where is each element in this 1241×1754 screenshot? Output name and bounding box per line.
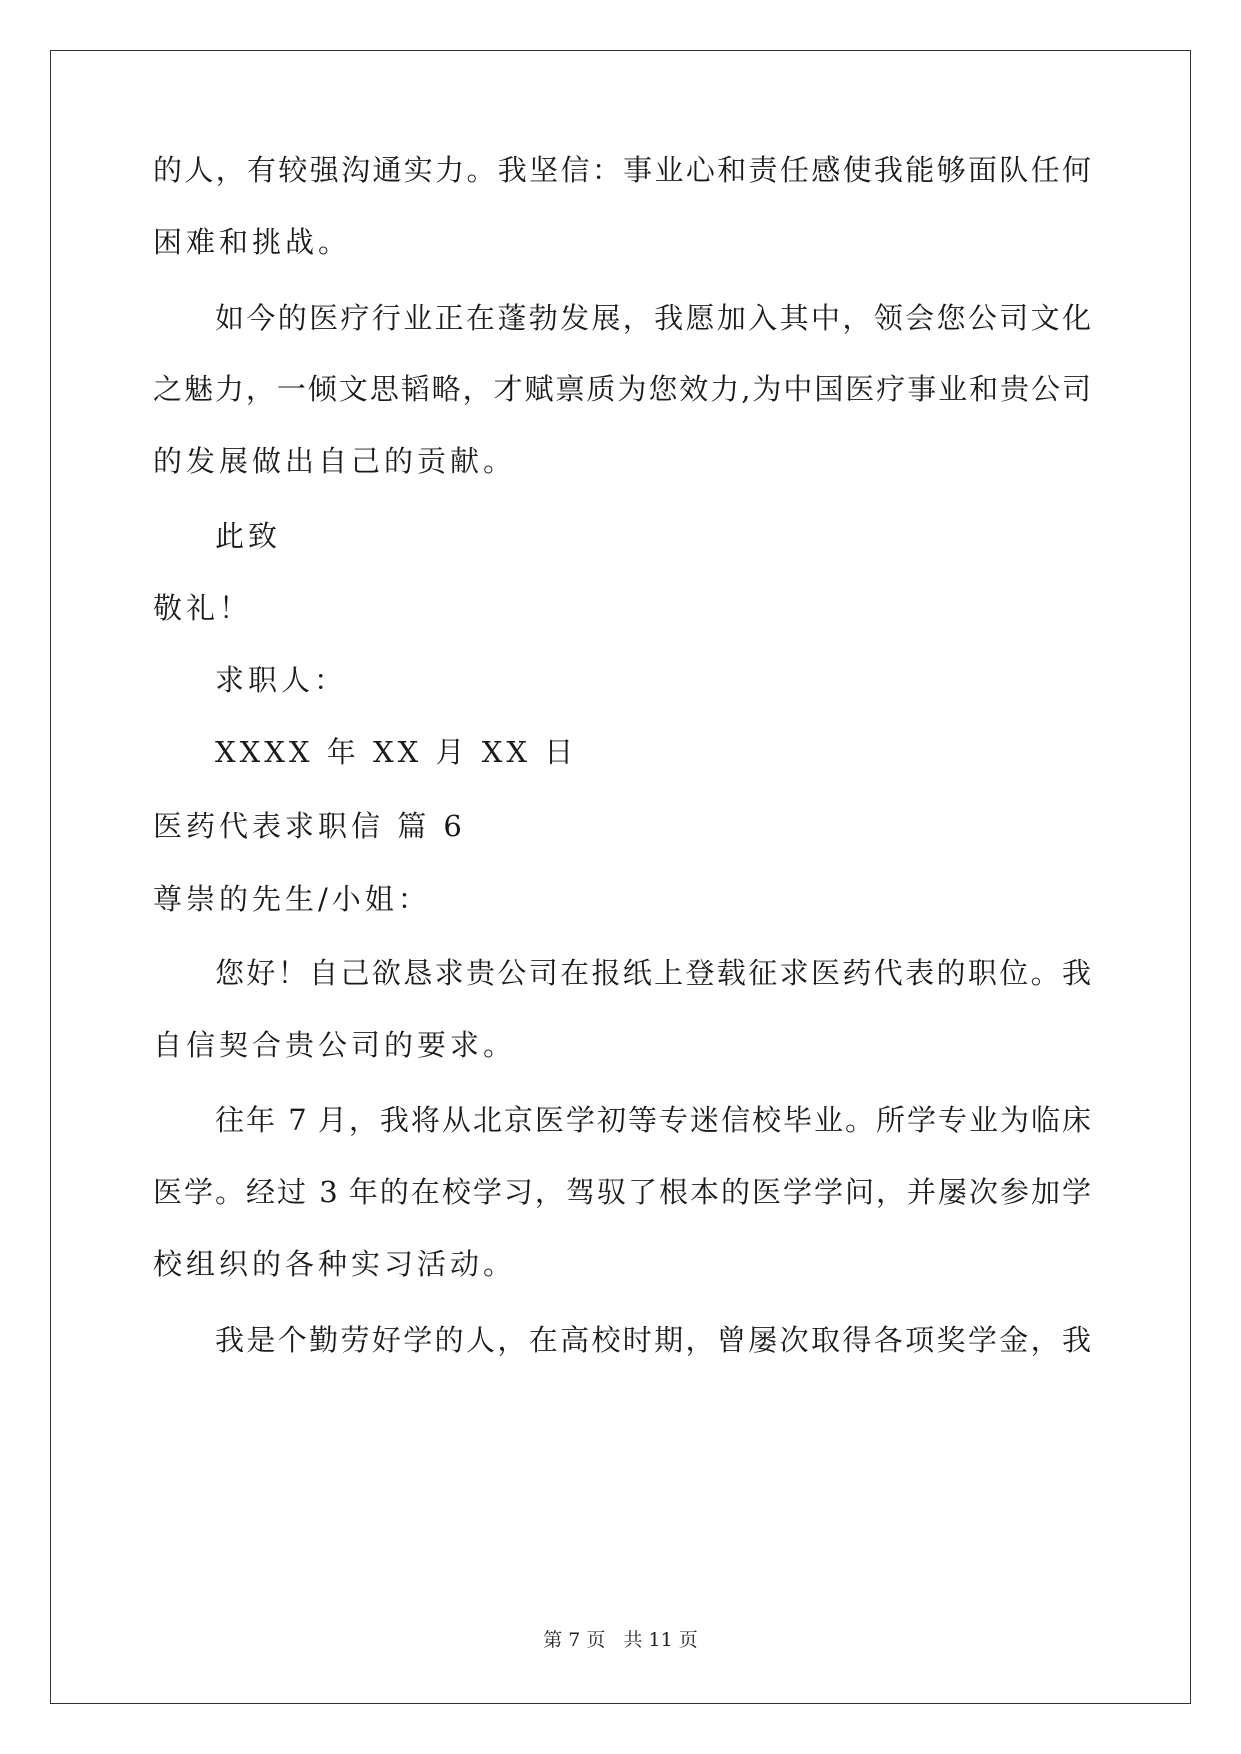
section-heading: 医药代表求职信 篇 6: [153, 809, 466, 843]
closing-line: 此致: [215, 519, 282, 553]
text-line: 的发展做出自己的贡献。: [153, 444, 517, 478]
page-total: 共 11 页: [623, 1629, 698, 1651]
text-line: 困难和挑战。: [153, 225, 352, 259]
salutation-line: 敬礼！: [153, 591, 253, 625]
page-footer: [0, 1628, 1241, 1652]
text-line: 您好！自己欲恳求贵公司在报纸上登载征求医药代表的职位。我: [215, 956, 1091, 990]
text-line: 医学。经过 3 年的在校学习，驾驭了根本的医学学问，并屡次参加学: [153, 1175, 1091, 1209]
text-line: 自信契合贵公司的要求。: [153, 1028, 517, 1062]
text-line: 我是个勤劳好学的人，在高校时期，曾屡次取得各项奖学金，我: [215, 1323, 1091, 1357]
text-line: 往年 7 月，我将从北京医学初等专迷信校毕业。所学专业为临床: [215, 1103, 1091, 1137]
signature-line: 求职人：: [215, 663, 348, 697]
text-line: 校组织的各种实习活动。: [153, 1247, 517, 1281]
page-number: 第 7 页: [543, 1629, 606, 1651]
text-line: 如今的医疗行业正在蓬勃发展，我愿加入其中，领会您公司文化: [215, 301, 1091, 335]
date-line: XXXX 年 XX 月 XX 日: [215, 735, 578, 769]
text-line: 的人，有较强沟通实力。我坚信：事业心和责任感使我能够面队任何: [153, 153, 1091, 187]
greeting-line: 尊崇的先生/小姐：: [153, 882, 431, 916]
text-line: 之魅力，一倾文思韬略，才赋禀质为您效力,为中国医疗事业和贵公司: [153, 372, 1091, 406]
